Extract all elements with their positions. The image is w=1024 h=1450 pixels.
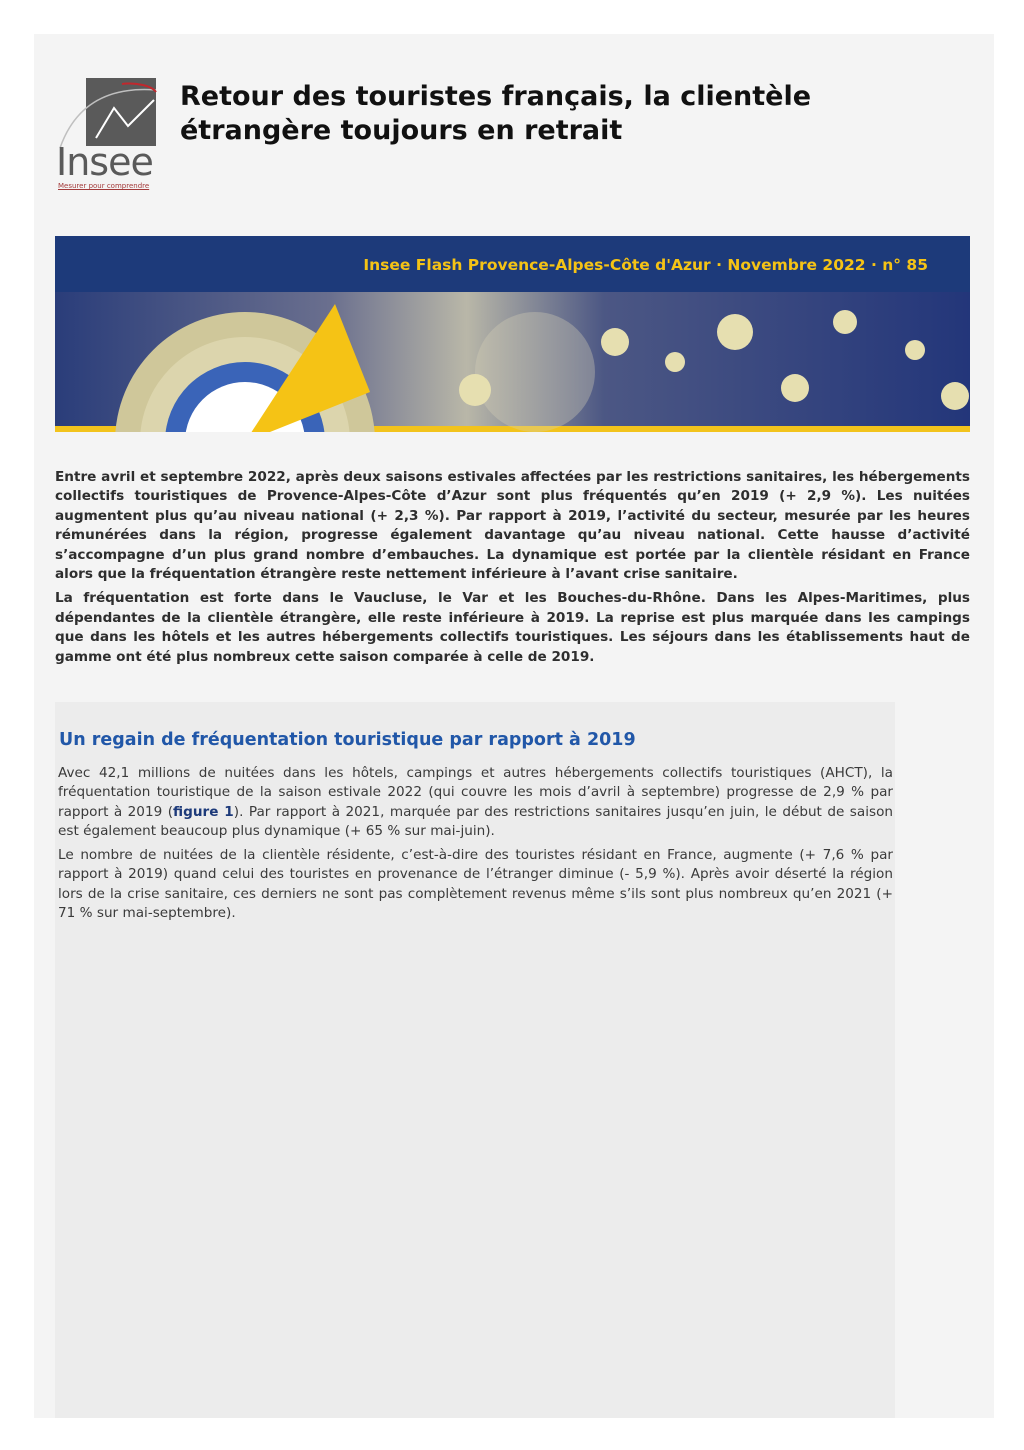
section-paragraph-1-end: ). Par rapport à 2021, marquée par des restrictions sanitaires jusqu’en juin, le début de saison est également beaucoup plus dynamique (+ 65 % sur mai-juin).	[58, 803, 894, 839]
section-heading: Un regain de fréquentation touristique par rapport à 2019	[59, 730, 636, 750]
intro-paragraph-2: La fréquentation est forte dans le Vaucluse, le Var et les Bouches-du-Rhône. Dans les Alpes-Maritimes, plus dépendantes de la clientèle étrangère, elle reste inférieure à 2019. La reprise est plus marquée dans les campings que dans les hôtels et les autres hébergements collectifs touristiques. Les séjours dans les établissements haut de gamme ont été plus nombreux cette saison comparée à celle de 2019.	[55, 590, 970, 665]
section-paragraph-1-start: Avec 42,1 millions de nuitées dans les hôtels, campings et autres hébergements collectifs touristiques (AHCT), la fréquentation touristique de la saison estivale 2022 (qui couvre les mois d’avril à septembre) progresse de 2,9 % par rapport à 2019 (	[58, 765, 893, 820]
intro-paragraph-1: Entre avril et septembre 2022, après deux saisons estivales affectées par les restrictions sanitaires, les hébergements collectifs touristiques de Provence-Alpes-Côte d’Azur sont plus fréquentés qu’en 2019 (+ 2,9 %). Les nuitées augmentent plus qu’au niveau national (+ 2,3 %). Par rapport à 2019, l’activité du secteur, mesurée par les heures rémunérées dans la région, progresse également davantage qu’au niveau national. Cette hausse d’activité s’accompagne d’un plus grand nombre d’embauches. La dynamique est portée par la clientèle résidant en France alors que la fréquentation étrangère reste nettement inférieure à l’avant crise sanitaire.	[55, 469, 970, 583]
article-section	[55, 702, 895, 1418]
banner-illustration	[55, 292, 970, 432]
logo-wordmark: Insee	[56, 140, 153, 184]
section-body	[58, 764, 893, 928]
insee-logo[interactable]	[56, 78, 160, 196]
publication-label: Insee Flash Provence-Alpes-Côte d'Azur · Novembre 2022 · n° 85	[363, 256, 928, 274]
publication-banner	[55, 236, 970, 292]
banner-graphic	[55, 292, 970, 432]
title-line-2: étrangère toujours en retrait	[180, 115, 623, 146]
logo-tagline: Mesurer pour comprendre	[58, 182, 150, 190]
figure-1-link[interactable]: figure 1	[173, 803, 234, 820]
page-title	[180, 80, 880, 148]
section-paragraph-2: Le nombre de nuitées de la clientèle résidente, c’est-à-dire des touristes résidant en France, augmente (+ 7,6 % par rapport à 2019) quand celui des touristes en provenance de l’étranger diminue (- 5,9 %). Après avoir déserté la région lors de la crise sanitaire, ces derniers ne sont pas complètement revenus même s’ils sont plus nombreux qu’en 2021 (+ 71 % sur mai-septembre).	[58, 847, 893, 922]
intro-summary	[55, 468, 970, 672]
section-paragraph-1	[58, 764, 893, 841]
title-line-1: Retour des touristes français, la clientèle	[180, 81, 812, 112]
